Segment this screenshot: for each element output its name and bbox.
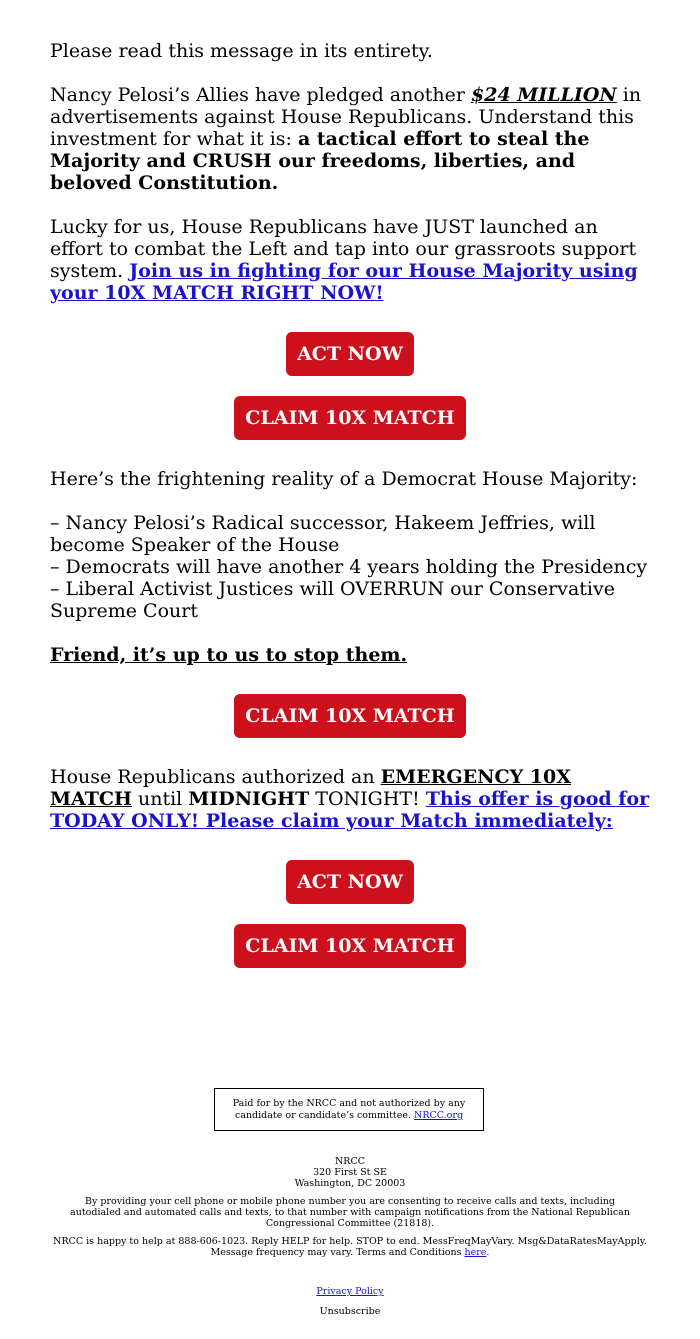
help-text: NRCC is happy to help at 888-606-1023. Reply HELP for help. STOP to end. MessFreqMayVary. Msg&DataRatesMayApply. Message frequency may vary. Terms and Conditions here. xyxy=(53,1236,647,1258)
privacy-policy-link[interactable]: Privacy Policy xyxy=(316,1286,384,1297)
address-line: 320 First St SE xyxy=(313,1167,387,1178)
claim-match-button[interactable]: CLAIM 10X MATCH xyxy=(234,924,466,968)
nrcc-link[interactable]: NRCC.org xyxy=(414,1109,464,1121)
pledge-text-b: in advertisements against House Republicans. Understand this investment for what it is: xyxy=(50,84,642,150)
reality-item: – Liberal Activist Justices will OVERRUN our Conservative Supreme Court xyxy=(50,578,615,622)
address-line: Washington, DC 20003 xyxy=(294,1178,406,1189)
pledge-paragraph xyxy=(50,84,650,194)
org-name: NRCC xyxy=(334,1156,365,1167)
act-now-button[interactable]: ACT NOW xyxy=(286,860,414,904)
pledge-bold: a tactical effort to steal the Majority and CRUSH our freedoms, liberties, and beloved Constitution. xyxy=(50,128,590,194)
emergency-match: EMERGENCY 10X MATCH xyxy=(50,766,571,810)
today-only-link[interactable]: This offer is good for TODAY ONLY! Please claim your Match immediately: xyxy=(50,788,650,832)
reality-heading: Here’s the frightening reality of a Democrat House Majority: xyxy=(50,468,638,490)
join-link[interactable]: Join us in fighting for our House Majority using your 10X MATCH RIGHT NOW! xyxy=(50,260,638,304)
act-now-button[interactable]: ACT NOW xyxy=(286,332,414,376)
reality-item: – Nancy Pelosi’s Radical successor, Hakeem Jeffries, will become Speaker of the House xyxy=(50,512,596,556)
button-row xyxy=(50,396,650,440)
reality-item: – Democrats will have another 4 years holding the Presidency xyxy=(50,556,648,578)
address-block xyxy=(0,1156,700,1189)
terms-link[interactable]: here xyxy=(464,1247,487,1258)
pledge-amount: $24 MILLION xyxy=(471,84,617,106)
claim-match-button[interactable]: CLAIM 10X MATCH xyxy=(234,396,466,440)
paid-for-disclaimer xyxy=(214,1088,484,1131)
unsubscribe-link[interactable]: Unsubscribe xyxy=(319,1306,381,1317)
emergency-paragraph xyxy=(50,766,650,832)
button-row xyxy=(50,924,650,968)
launch-text: Lucky for us, House Republicans have JUST launched an effort to combat the Left and tap into our grassroots support system. xyxy=(50,216,637,282)
claim-match-button[interactable]: CLAIM 10X MATCH xyxy=(234,694,466,738)
emergency-text-b: until xyxy=(131,788,189,810)
callout-text: Friend, it’s up to us to stop them. xyxy=(50,644,408,666)
help-copy: NRCC is happy to help at 888-606-1023. Reply HELP for help. STOP to end. MessFreqMayVary. Msg&DataRatesMayApply. Message frequency may vary. Terms and Conditions xyxy=(53,1236,647,1258)
button-row xyxy=(50,694,650,738)
button-row xyxy=(50,860,650,904)
launch-paragraph xyxy=(50,216,650,304)
unsubscribe-row xyxy=(0,1306,700,1317)
paid-for-text: Paid for by the NRCC and not authorized by any candidate or candidate’s committee. xyxy=(232,1097,466,1121)
emergency-text-a: House Republicans authorized an xyxy=(50,766,381,788)
emergency-text-c: TONIGHT! xyxy=(309,788,426,810)
email-body xyxy=(50,40,650,968)
privacy-row xyxy=(0,1286,700,1297)
emergency-midnight: MIDNIGHT xyxy=(188,788,310,810)
pledge-text-a: Nancy Pelosi’s Allies have pledged another xyxy=(50,84,472,106)
button-row xyxy=(50,332,650,376)
consent-text: By providing your cell phone or mobile phone number you are consenting to receive calls and texts, including autodialed and automated calls and texts, to that number with campaign notifications from the National Republican Congressional Committee (21818). xyxy=(70,1196,630,1229)
intro-text: Please read this message in its entirety. xyxy=(50,40,433,62)
